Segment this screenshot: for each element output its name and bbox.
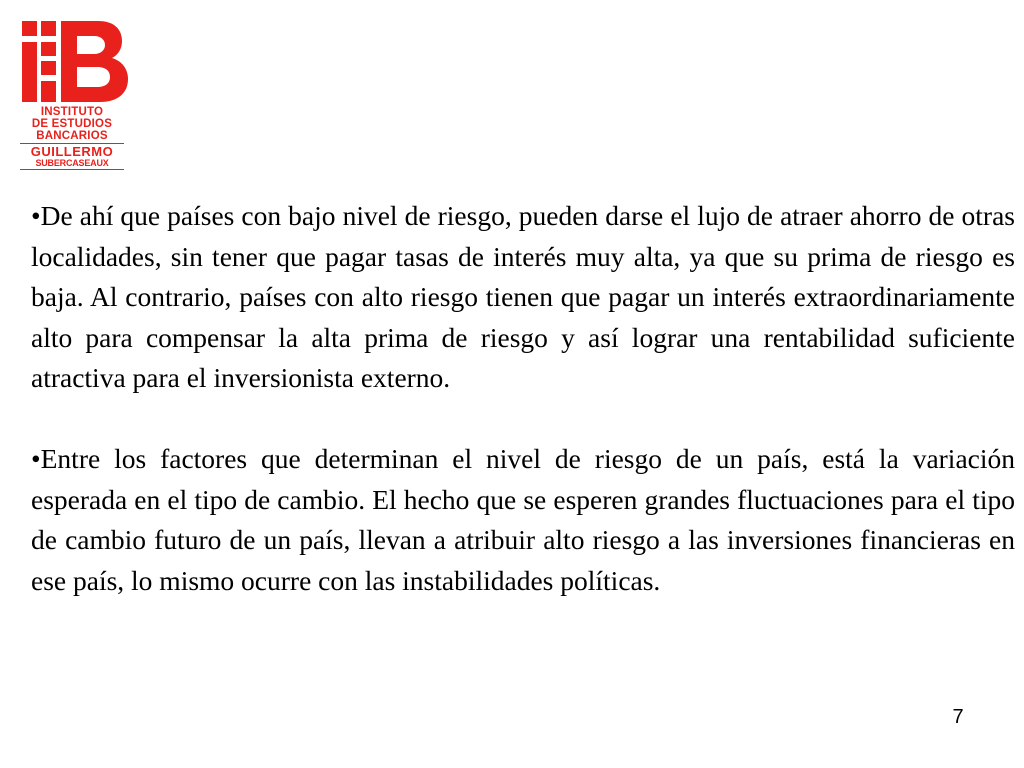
- institution-logo: [20, 20, 130, 170]
- bullet-paragraph-risk-countries: •De ahí que países con bajo nivel de riesgo, pueden darse el lujo de atraer ahorro de otras localidades, sin tener que pagar tasas de interés muy alta, ya que su prima de riesgo es baja. Al contrario, países con alto riesgo tienen que pagar un interés extraordinariamente alto para compensar la alta prima de riesgo y así lograr una rentabilidad suficiente atractiva para el inversionista externo.: [31, 200, 1015, 393]
- logo-line-1: INSTITUTO: [40, 106, 104, 118]
- logo-wordmark: [20, 106, 124, 170]
- logo-line-4: GUILLERMO: [30, 144, 114, 160]
- logo-line-2: DE ESTUDIOS: [31, 118, 113, 131]
- ieb-emblem-icon: [20, 20, 130, 104]
- bullet-paragraph-risk-factors: •Entre los factores que determinan el nivel de riesgo de un país, está la variación esperada en el tipo de cambio. El hecho que se esperen grandes fluctuaciones para el tipo de cambio futuro de un país, llevan a atribuir alto riesgo a las inversiones financieras en ese país, lo mismo ocurre con las instabilidades políticas.: [31, 443, 1015, 596]
- slide-body: [31, 196, 1015, 601]
- page-number: 7: [952, 706, 964, 728]
- logo-line-5: SUBERCASEAUX: [20, 159, 124, 170]
- logo-line-3: BANCARIOS: [20, 130, 124, 144]
